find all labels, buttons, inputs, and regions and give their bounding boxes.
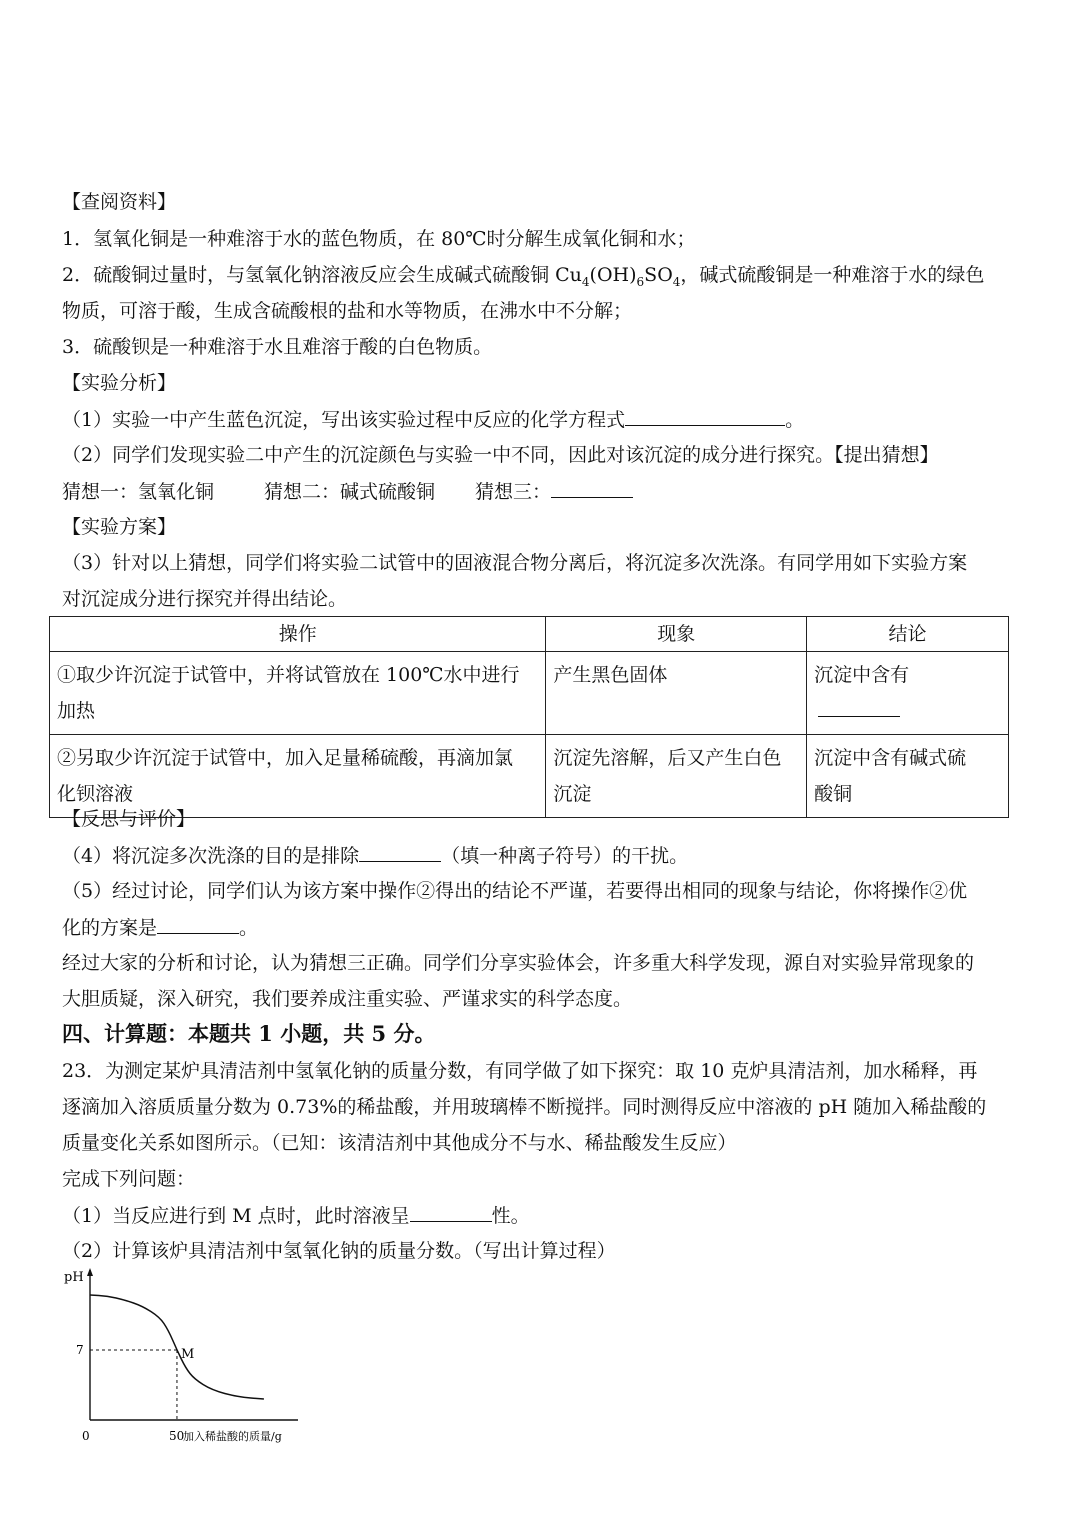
section-title-calc: 四、计算题：本题共 1 小题，共 5 分。 <box>62 1021 436 1046</box>
row2-operation: ②另取少许沉淀于试管中，加入足量稀硫酸，再滴加氯 化钡溶液 <box>50 735 546 818</box>
question-23-sub-2: （2）计算该炉具清洁剂中氢氧化钠的质量分数。（写出计算过程） <box>62 1240 616 1262</box>
summary-line-2: 大胆质疑，深入研究，我们要养成注重实验、严谨求实的科学态度。 <box>62 988 633 1010</box>
question-23-sub-1: （1）当反应进行到 M 点时，此时溶液呈 性。 <box>62 1205 530 1227</box>
materials-item-2-line-1: 2．硫酸铜过量时，与氢氧化钠溶液反应会生成碱式硫酸铜 $Cu_4(OH)_6SO_4$，碱式硫酸铜是一种难溶于水的绿色 <box>62 264 985 289</box>
row2-phenomenon: 沉淀先溶解，后又产生白色 沉淀 <box>546 735 807 818</box>
y-tick-label: 7 <box>76 1343 84 1357</box>
x-axis-label: 加入稀盐酸的质量/g <box>183 1430 282 1443</box>
answer-blank-1[interactable] <box>625 407 785 426</box>
row1-conclusion: 沉淀中含有 <box>807 652 1009 735</box>
row1-operation: ①取少许沉淀于试管中，并将试管放在 100℃水中进行 加热 <box>50 652 546 735</box>
answer-blank-23-1[interactable] <box>410 1203 492 1222</box>
question-3-line-1: （3）针对以上猜想，同学们将实验二试管中的固液混合物分离后，将沉淀多次洗涤。有同学用如下实验方案 <box>62 552 968 574</box>
table-row <box>50 652 1009 735</box>
answer-blank-5[interactable] <box>157 915 239 934</box>
y-axis-arrow <box>87 1268 93 1276</box>
x-tick-label: 0 <box>82 1429 90 1443</box>
experiment-table <box>49 616 1009 818</box>
row2-conclusion: 沉淀中含有碱式硫 酸铜 <box>807 735 1009 818</box>
header-operation: 操作 <box>50 617 546 652</box>
materials-item-3: 3．硫酸钡是一种难溶于水且难溶于酸的白色物质。 <box>62 336 493 358</box>
answer-blank-4[interactable] <box>359 843 441 862</box>
header-phenomenon: 现象 <box>546 617 807 652</box>
question-23-prompt: 完成下列问题： <box>62 1168 196 1190</box>
header-conclusion: 结论 <box>807 617 1009 652</box>
ph-chart <box>60 1268 320 1448</box>
question-1: （1）实验一中产生蓝色沉淀，写出该实验过程中反应的化学方程式 。 <box>62 409 805 431</box>
ph-curve <box>90 1295 264 1399</box>
guess-2: 猜想二：碱式硫酸铜 <box>264 481 436 503</box>
question-3-line-2: 对沉淀成分进行探究并得出结论。 <box>62 588 348 610</box>
analysis-heading: 【实验分析】 <box>62 372 177 394</box>
table-row <box>50 735 1009 818</box>
plan-heading: 【实验方案】 <box>62 516 177 538</box>
question-5-line-1: （5）经过讨论，同学们认为该方案中操作②得出的结论不严谨，若要得出相同的现象与结论，你将操作②优 <box>62 880 968 902</box>
materials-heading: 【查阅资料】 <box>62 191 177 213</box>
question-23-line-3: 质量变化关系如图所示。（已知：该清洁剂中其他成分不与水、稀盐酸发生反应） <box>62 1132 737 1154</box>
guesses-line <box>62 479 1024 504</box>
question-2: （2）同学们发现实验二中产生的沉淀颜色与实验一中不同，因此对该沉淀的成分进行探究。【提出猜想】 <box>62 444 939 466</box>
row1-phenomenon: 产生黑色固体 <box>546 652 807 735</box>
table-header-row <box>50 617 1009 652</box>
question-5-line-2: 化的方案是 。 <box>62 917 259 939</box>
answer-blank-guess-3[interactable] <box>551 479 633 498</box>
y-axis-label: pH <box>64 1270 84 1285</box>
summary-line-1: 经过大家的分析和讨论，认为猜想三正确。同学们分享实验体会，许多重大科学发现，源自对实验异常现象的 <box>62 952 975 974</box>
materials-item-1: 1．氢氧化铜是一种难溶于水的蓝色物质，在 80℃时分解生成氧化铜和水； <box>62 228 696 250</box>
point-label-m: M <box>180 1347 195 1362</box>
question-23-line-2: 逐滴加入溶质质量分数为 0.73%的稀盐酸，并用玻璃棒不断搅拌。同时测得反应中溶液的 pH 随加入稀盐酸的 <box>62 1096 987 1118</box>
guess-1: 猜想一：氢氧化铜 <box>62 481 215 503</box>
materials-item-2-line-2: 物质，可溶于酸，生成含硫酸根的盐和水等物质，在沸水中不分解； <box>62 300 633 322</box>
guess-3: 猜想三： <box>475 481 552 503</box>
question-23-line-1: 23．为测定某炉具清洁剂中氢氧化钠的质量分数，有同学做了如下探究：取 10 克炉具清洁剂，加水稀释，再 <box>62 1060 978 1082</box>
x-tick-label: 50 <box>168 1429 185 1443</box>
answer-blank-conclusion[interactable] <box>818 698 900 717</box>
question-4: （4）将沉淀多次洗涤的目的是排除 （填一种离子符号）的干扰。 <box>62 845 689 867</box>
reflection-heading: 【反思与评价】 <box>62 808 196 830</box>
